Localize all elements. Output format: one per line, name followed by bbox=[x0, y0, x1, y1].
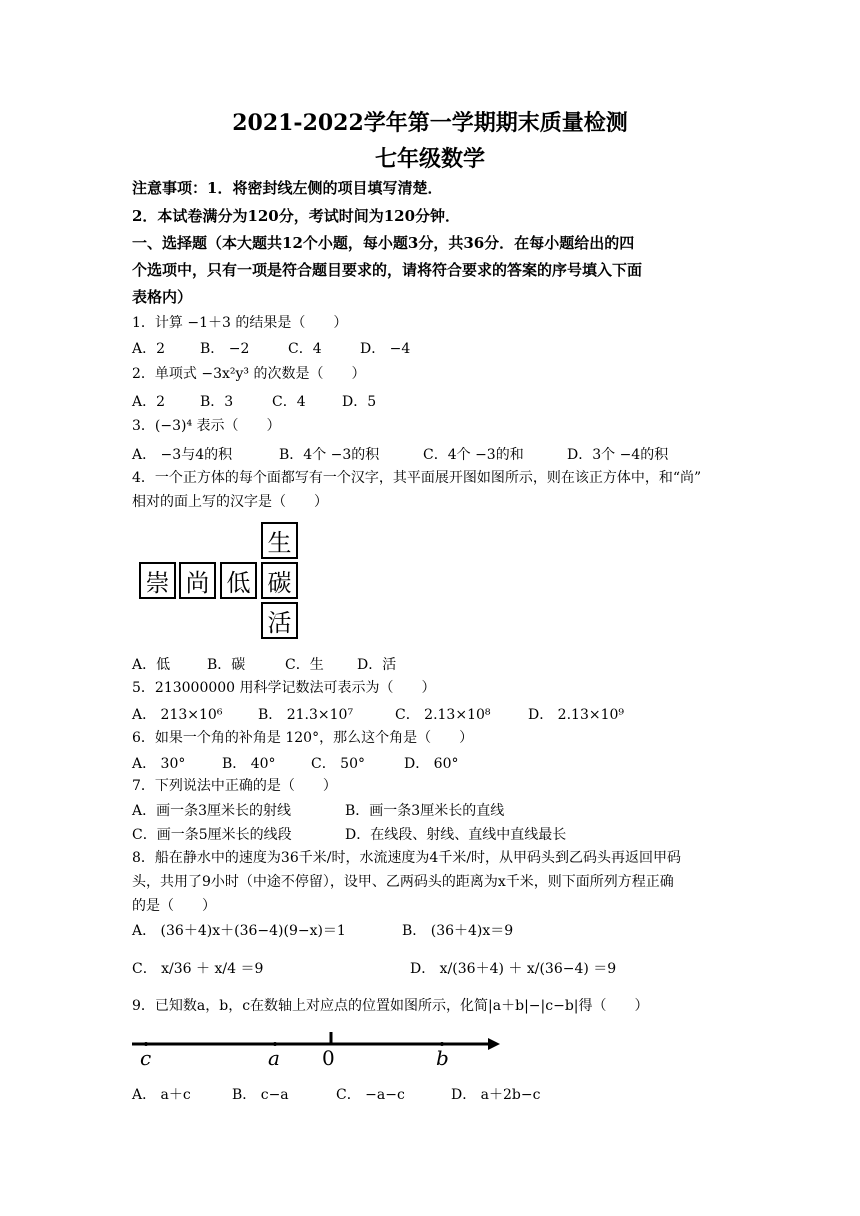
label-b: b bbox=[436, 1046, 449, 1070]
note-2: 2．本试卷满分为120分，考试时间为120分钟． bbox=[132, 207, 461, 225]
q5-stem: 5．213000000 用科学记数法可表示为（ ） bbox=[132, 680, 436, 696]
q4-option-b[interactable]: B．碳 bbox=[207, 657, 246, 673]
exam-title: 2021-2022学年第一学期期末质量检测 bbox=[232, 110, 628, 136]
q7-option-c[interactable]: C．画一条5厘米长的线段 bbox=[132, 827, 292, 843]
q4-option-c[interactable]: C．生 bbox=[285, 657, 324, 673]
q1-stem: 1．计算 −1＋3 的结果是（ ） bbox=[132, 315, 348, 331]
q3-option-b[interactable]: B．4个 −3的积 bbox=[279, 447, 380, 463]
q9-option-a[interactable]: A． a＋c bbox=[132, 1087, 191, 1103]
exam-subtitle: 七年级数学 bbox=[374, 146, 485, 172]
q2-stem: 2．单项式 −3x²y³ 的次数是（ ） bbox=[132, 366, 366, 382]
q5-option-d[interactable]: D． 2.13×10⁹ bbox=[528, 707, 625, 723]
q4-stem-l1: 4．一个正方体的每个面都写有一个汉字，其平面展开图如图所示，则在该正方体中，和“尚” bbox=[132, 470, 702, 486]
net-face-top: 生 bbox=[261, 522, 298, 559]
section-heading-l1: 一、选择题（本大题共12个小题，每小题3分，共36分．在每小题给出的四 bbox=[132, 234, 635, 252]
q9-option-c[interactable]: C． −a−c bbox=[336, 1087, 405, 1103]
q8-stem-l2: 头，共用了9小时（中途不停留），设甲、乙两码头的距离为x千米，则下面所列方程正确 bbox=[132, 874, 674, 890]
net-face-left3: 低 bbox=[220, 562, 257, 599]
net-face-left2: 尚 bbox=[179, 562, 216, 599]
q4-option-a[interactable]: A．低 bbox=[132, 657, 171, 673]
q8-stem-l1: 8．船在静水中的速度为36千米/时，水流速度为4千米/时，从甲码头到乙码头再返回甲码 bbox=[132, 850, 682, 866]
cube-net-figure bbox=[139, 518, 304, 641]
q9-stem: 9．已知数a，b，c在数轴上对应点的位置如图所示，化简|a＋b|−|c−b|得（ ） bbox=[132, 998, 649, 1014]
net-face-left1: 崇 bbox=[139, 562, 176, 599]
note-1: 注意事项：1．将密封线左侧的项目填写清楚． bbox=[132, 179, 443, 197]
q7-option-d[interactable]: D．在线段、射线、直线中直线最长 bbox=[345, 827, 567, 843]
q2-option-c[interactable]: C．4 bbox=[272, 394, 306, 410]
q8-option-a[interactable]: A． (36＋4)x＋(36−4)(9−x)＝1 bbox=[132, 923, 346, 939]
q9-option-d[interactable]: D． a＋2b−c bbox=[451, 1087, 541, 1103]
q7-option-a[interactable]: A．画一条3厘米长的射线 bbox=[132, 803, 292, 819]
q1-option-b[interactable]: B． −2 bbox=[200, 341, 250, 357]
q2-option-d[interactable]: D．5 bbox=[342, 394, 377, 410]
section-heading-l3: 表格内） bbox=[132, 288, 193, 306]
q4-option-d[interactable]: D．活 bbox=[357, 657, 397, 673]
q6-option-a[interactable]: A． 30° bbox=[132, 756, 186, 772]
q7-option-b[interactable]: B．画一条3厘米长的直线 bbox=[345, 803, 505, 819]
q3-option-a[interactable]: A． −3与4的积 bbox=[132, 447, 233, 463]
q3-option-c[interactable]: C．4个 −3的和 bbox=[423, 447, 524, 463]
q6-option-b[interactable]: B． 40° bbox=[222, 756, 276, 772]
label-a: a bbox=[268, 1046, 280, 1070]
q2-option-b[interactable]: B．3 bbox=[200, 394, 234, 410]
q8-option-d[interactable]: D． x/(36＋4) ＋ x/(36−4) ＝9 bbox=[410, 961, 617, 977]
q3-stem: 3．(−3)⁴ 表示（ ） bbox=[132, 418, 281, 434]
net-face-center: 碳 bbox=[261, 562, 298, 599]
q4-stem-l2: 相对的面上写的汉字是（ ） bbox=[132, 494, 328, 510]
q6-stem: 6．如果一个角的补角是 120°，那么这个角是（ ） bbox=[132, 730, 474, 746]
q5-option-a[interactable]: A． 213×10⁶ bbox=[132, 707, 223, 723]
q1-option-a[interactable]: A．2 bbox=[132, 341, 166, 357]
section-heading-l2: 个选项中，只有一项是符合题目要求的，请将符合要求的答案的序号填入下面 bbox=[132, 261, 643, 279]
q6-option-d[interactable]: D． 60° bbox=[404, 756, 459, 772]
q1-option-d[interactable]: D． −4 bbox=[360, 341, 411, 357]
q5-option-c[interactable]: C． 2.13×10⁸ bbox=[395, 707, 491, 723]
q3-option-d[interactable]: D．3个 −4的积 bbox=[567, 447, 669, 463]
q5-option-b[interactable]: B． 21.3×10⁷ bbox=[258, 707, 354, 723]
label-zero: 0 bbox=[322, 1046, 335, 1070]
q2-option-a[interactable]: A．2 bbox=[132, 394, 166, 410]
q9-option-b[interactable]: B． c−a bbox=[232, 1087, 289, 1103]
number-line-figure bbox=[132, 1026, 502, 1076]
q1-option-c[interactable]: C．4 bbox=[288, 341, 322, 357]
q8-option-b[interactable]: B． (36＋4)x＝9 bbox=[402, 923, 514, 939]
number-line-arrow bbox=[488, 1038, 500, 1050]
net-face-bottom: 活 bbox=[261, 602, 298, 639]
q7-stem: 7．下列说法中正确的是（ ） bbox=[132, 778, 337, 794]
q6-option-c[interactable]: C． 50° bbox=[311, 756, 365, 772]
label-c: c bbox=[140, 1046, 152, 1070]
q8-stem-l3: 的是（ ） bbox=[132, 898, 216, 914]
q8-option-c[interactable]: C． x/36 ＋ x/4 ＝9 bbox=[132, 961, 264, 977]
